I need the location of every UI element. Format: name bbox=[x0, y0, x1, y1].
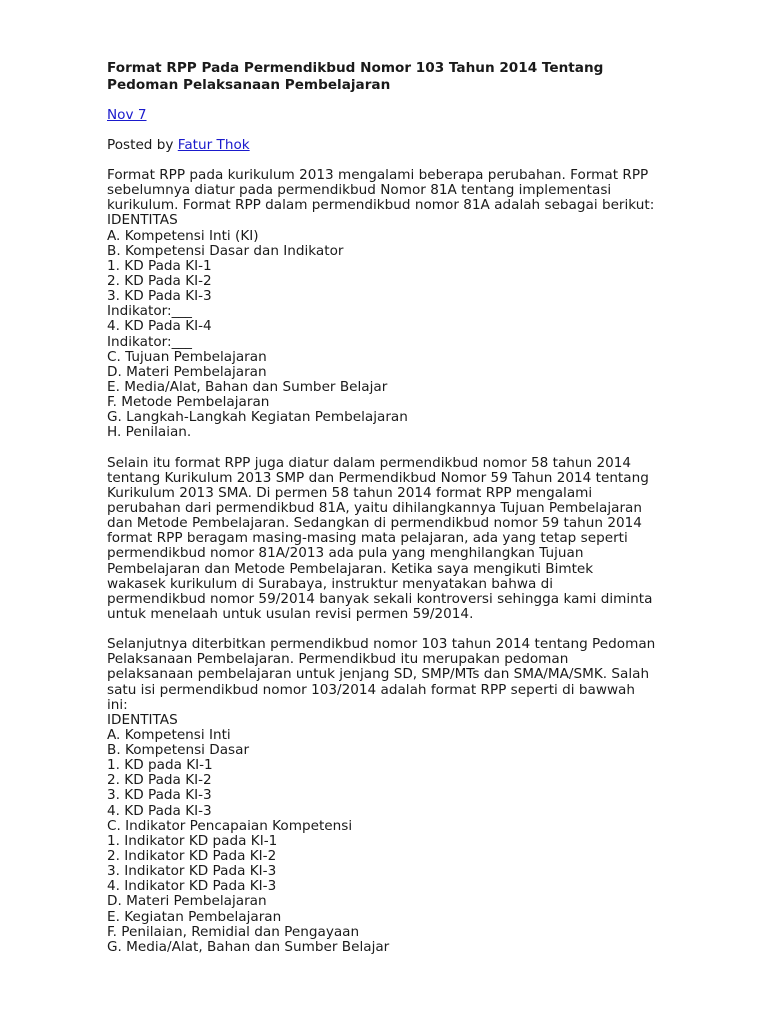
text-line: 3. KD Pada KI-3 bbox=[107, 288, 212, 305]
text-line: perubahan dari permendikbud 81A, yaitu dihilangkannya Tujuan Pembelajaran bbox=[107, 499, 642, 516]
article-title bbox=[107, 60, 727, 94]
text-line: sebelumnya diatur pada permendikbud Nomor 81A tentang implementasi bbox=[107, 182, 612, 199]
post-date-link[interactable]: Nov 7 bbox=[107, 107, 147, 123]
text-line: untuk menelaah untuk usulan revisi permen 59/2014. bbox=[107, 605, 474, 622]
text-line: C. Indikator Pencapaian Kompetensi bbox=[107, 817, 353, 834]
posted-by bbox=[107, 138, 727, 153]
text-line: 2. KD Pada KI-2 bbox=[107, 272, 212, 289]
text-line: F. Metode Pembelajaran bbox=[107, 394, 270, 411]
text-line: permendikbud nomor 59/2014 banyak sekali kontroversi sehingga kami diminta bbox=[107, 590, 653, 607]
text-line: 1. Indikator KD pada KI-1 bbox=[107, 832, 278, 849]
author-link[interactable]: Fatur Thok bbox=[177, 137, 250, 153]
text-line: format RPP beragam masing-masing mata pelajaran, ada yang tetap seperti bbox=[107, 530, 628, 547]
text-line: Pembelajaran dan Metode Pembelajaran. Ketika saya mengikuti Bimtek bbox=[107, 560, 594, 577]
paragraph bbox=[107, 456, 727, 623]
posted-by-label: Posted by bbox=[107, 137, 174, 153]
text-line: IDENTITAS bbox=[107, 212, 178, 229]
text-line: D. Materi Pembelajaran bbox=[107, 893, 267, 910]
text-line: Indikator:___ bbox=[107, 303, 192, 320]
article-body bbox=[107, 168, 727, 955]
text-line: Kurikulum 2013 SMA. Di permen 58 tahun 2014 format RPP mengalami bbox=[107, 484, 593, 501]
text-line: 2. KD Pada KI-2 bbox=[107, 772, 212, 789]
text-line: D. Materi Pembelajaran bbox=[107, 363, 267, 380]
text-line: Selain itu format RPP juga diatur dalam permendikbud nomor 58 tahun 2014 bbox=[107, 454, 632, 471]
paragraph bbox=[107, 168, 727, 441]
text-line: satu isi permendikbud nomor 103/2014 adalah format RPP seperti di bawwah bbox=[107, 681, 636, 698]
text-line: 1. KD pada KI-1 bbox=[107, 757, 213, 774]
text-line: 3. Indikator KD Pada KI-3 bbox=[107, 863, 277, 880]
text-line: permendikbud nomor 81A/2013 ada pula yang menghilangkan Tujuan bbox=[107, 545, 584, 562]
text-line: IDENTITAS bbox=[107, 711, 178, 728]
text-line: 3. KD Pada KI-3 bbox=[107, 787, 212, 804]
text-line: tentang Kurikulum 2013 SMP dan Permendikbud Nomor 59 Tahun 2014 tentang bbox=[107, 469, 649, 486]
text-line: 1. KD Pada KI-1 bbox=[107, 257, 212, 274]
text-line: A. Kompetensi Inti (KI) bbox=[107, 227, 259, 244]
text-line: A. Kompetensi Inti bbox=[107, 726, 231, 743]
text-line: B. Kompetensi Dasar bbox=[107, 742, 250, 759]
document-page bbox=[107, 58, 727, 970]
article-title-line: Pedoman Pelaksanaan Pembelajaran bbox=[107, 77, 391, 93]
text-line: C. Tujuan Pembelajaran bbox=[107, 348, 267, 365]
text-line: ini: bbox=[107, 696, 128, 713]
article-title-line: Format RPP Pada Permendikbud Nomor 103 Tahun 2014 Tentang bbox=[107, 60, 604, 76]
text-line: kurikulum. Format RPP dalam permendikbud nomor 81A adalah sebagai berikut: bbox=[107, 197, 655, 214]
text-line: G. Media/Alat, Bahan dan Sumber Belajar bbox=[107, 938, 390, 955]
text-line: H. Penilaian. bbox=[107, 424, 192, 441]
text-line: 4. Indikator KD Pada KI-3 bbox=[107, 878, 277, 895]
text-line: dan Metode Pembelajaran. Sedangkan di permendikbud nomor 59 tahun 2014 bbox=[107, 515, 642, 532]
text-line: F. Penilaian, Remidial dan Pengayaan bbox=[107, 923, 360, 940]
text-line: wakasek kurikulum di Surabaya, instruktur menyatakan bahwa di bbox=[107, 575, 554, 592]
text-line: G. Langkah-Langkah Kegiatan Pembelajaran bbox=[107, 409, 408, 426]
text-line: E. Media/Alat, Bahan dan Sumber Belajar bbox=[107, 378, 388, 395]
text-line: 4. KD Pada KI-4 bbox=[107, 318, 212, 335]
paragraph bbox=[107, 637, 727, 955]
text-line: Indikator:___ bbox=[107, 333, 192, 350]
text-line: E. Kegiatan Pembelajaran bbox=[107, 908, 282, 925]
text-line: pelaksanaan pembelajaran untuk jenjang SD, SMP/MTs dan SMA/MA/SMK. Salah bbox=[107, 666, 650, 683]
text-line: B. Kompetensi Dasar dan Indikator bbox=[107, 242, 344, 259]
text-line: Format RPP pada kurikulum 2013 mengalami beberapa perubahan. Format RPP bbox=[107, 167, 649, 183]
text-line: Selanjutnya diterbitkan permendikbud nomor 103 tahun 2014 tentang Pedoman bbox=[107, 636, 656, 653]
text-line: 4. KD Pada KI-3 bbox=[107, 802, 212, 819]
text-line: Pelaksanaan Pembelajaran. Permendikbud itu merupakan pedoman bbox=[107, 651, 569, 668]
text-line: 2. Indikator KD Pada KI-2 bbox=[107, 848, 277, 865]
post-date bbox=[107, 108, 727, 123]
